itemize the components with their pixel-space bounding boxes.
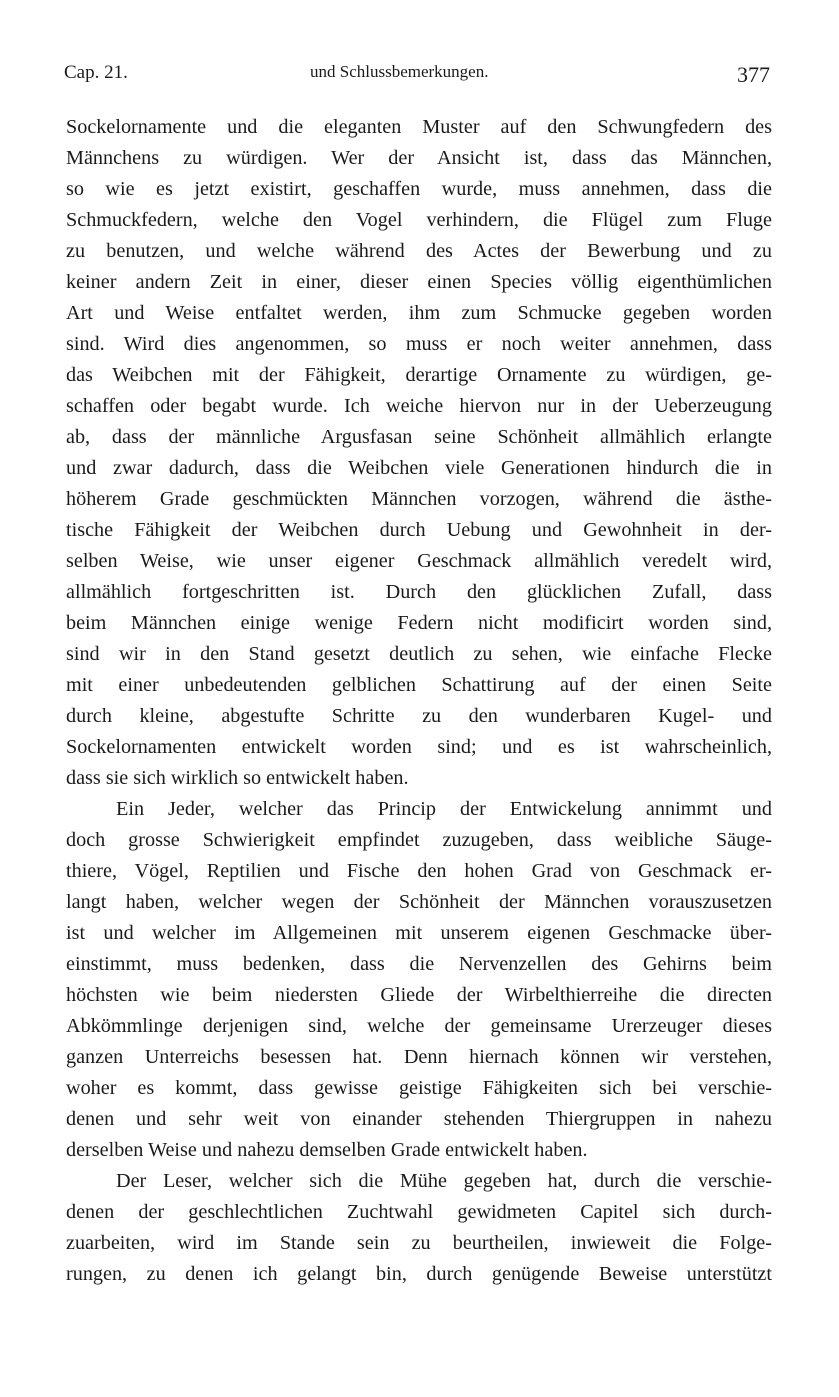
text-line: keiner andern Zeit in einer, dieser einen Species völlig eigenthümlichen — [66, 271, 772, 293]
text-line: beim Männchen einige wenige Federn nicht modificirt worden sind, — [66, 612, 772, 634]
text-line: denen und sehr weit von einander stehenden Thiergruppen in nahezu — [66, 1108, 772, 1130]
text-line: Sockelornamente und die eleganten Muster auf den Schwungfedern des — [66, 116, 772, 138]
paragraph — [66, 1166, 772, 1290]
text-line: höherem Grade geschmückten Männchen vorzogen, während die ästhe- — [66, 488, 772, 510]
text-line: sind wir in den Stand gesetzt deutlich zu sehen, wie einfache Flecke — [66, 643, 772, 665]
text-line: ganzen Unterreichs besessen hat. Denn hiernach können wir verstehen, — [66, 1046, 772, 1068]
body-text — [66, 112, 772, 1290]
text-line: Sockelornamenten entwickelt worden sind; und es ist wahrscheinlich, — [66, 736, 772, 758]
text-line: zu benutzen, und welche während des Actes der Bewerbung und zu — [66, 240, 772, 262]
text-line: Schmuckfedern, welche den Vogel verhindern, die Flügel zum Fluge — [66, 209, 772, 231]
text-line: zuarbeiten, wird im Stande sein zu beurtheilen, inwieweit die Folge- — [66, 1232, 772, 1254]
text-line: allmählich fortgeschritten ist. Durch den glücklichen Zufall, dass — [66, 581, 772, 603]
text-line: Der Leser, welcher sich die Mühe gegeben hat, durch die verschie- — [116, 1170, 772, 1192]
page-number: 377 — [737, 62, 770, 87]
text-line: thiere, Vögel, Reptilien und Fische den hohen Grad von Geschmack er- — [66, 860, 772, 882]
text-line: so wie es jetzt existirt, geschaffen wurde, muss annehmen, dass die — [66, 178, 772, 200]
text-line: selben Weise, wie unser eigener Geschmack allmählich veredelt wird, — [66, 550, 772, 572]
text-line: das Weibchen mit der Fähigkeit, derartige Ornamente zu würdigen, ge- — [66, 364, 772, 386]
text-line: ab, dass der männliche Argusfasan seine Schönheit allmählich erlangte — [66, 426, 772, 448]
chapter-label: Cap. 21. — [64, 62, 128, 83]
running-header — [64, 62, 770, 98]
running-title: und Schlussbemerkungen. — [310, 62, 489, 81]
text-line: derselben Weise und nahezu demselben Grade entwickelt haben. — [66, 1139, 588, 1161]
text-line: Art und Weise entfaltet werden, ihm zum Schmucke gegeben worden — [66, 302, 772, 324]
text-line: Ein Jeder, welcher das Princip der Entwickelung annimmt und — [116, 798, 772, 820]
text-line: und zwar dadurch, dass die Weibchen viele Generationen hindurch die in — [66, 457, 772, 479]
text-line: langt haben, welcher wegen der Schönheit der Männchen vorauszusetzen — [66, 891, 772, 913]
text-line: durch kleine, abgestufte Schritte zu den wunderbaren Kugel- und — [66, 705, 772, 727]
text-line: rungen, zu denen ich gelangt bin, durch genügende Beweise unterstützt — [66, 1263, 772, 1285]
text-line: tische Fähigkeit der Weibchen durch Uebung und Gewohnheit in der- — [66, 519, 772, 541]
text-line: mit einer unbedeutenden gelblichen Schattirung auf der einen Seite — [66, 674, 772, 696]
text-line: Abkömmlinge derjenigen sind, welche der gemeinsame Urerzeuger dieses — [66, 1015, 772, 1037]
text-line: woher es kommt, dass gewisse geistige Fähigkeiten sich bei verschie- — [66, 1077, 772, 1099]
text-line: sind. Wird dies angenommen, so muss er noch weiter annehmen, dass — [66, 333, 772, 355]
text-line: denen der geschlechtlichen Zuchtwahl gewidmeten Capitel sich durch- — [66, 1201, 772, 1223]
text-line: einstimmt, muss bedenken, dass die Nervenzellen des Gehirns beim — [66, 953, 772, 975]
text-line: schaffen oder begabt wurde. Ich weiche hiervon nur in der Ueberzeugung — [66, 395, 772, 417]
text-line: doch grosse Schwierigkeit empfindet zuzugeben, dass weibliche Säuge- — [66, 829, 772, 851]
paragraph — [66, 794, 772, 1166]
text-line: Männchens zu würdigen. Wer der Ansicht ist, dass das Männchen, — [66, 147, 772, 169]
paragraph — [66, 112, 772, 794]
text-line: ist und welcher im Allgemeinen mit unserem eigenen Geschmacke über- — [66, 922, 772, 944]
text-line: höchsten wie beim niedersten Gliede der Wirbelthierreihe die directen — [66, 984, 772, 1006]
text-line: dass sie sich wirklich so entwickelt haben. — [66, 767, 409, 789]
